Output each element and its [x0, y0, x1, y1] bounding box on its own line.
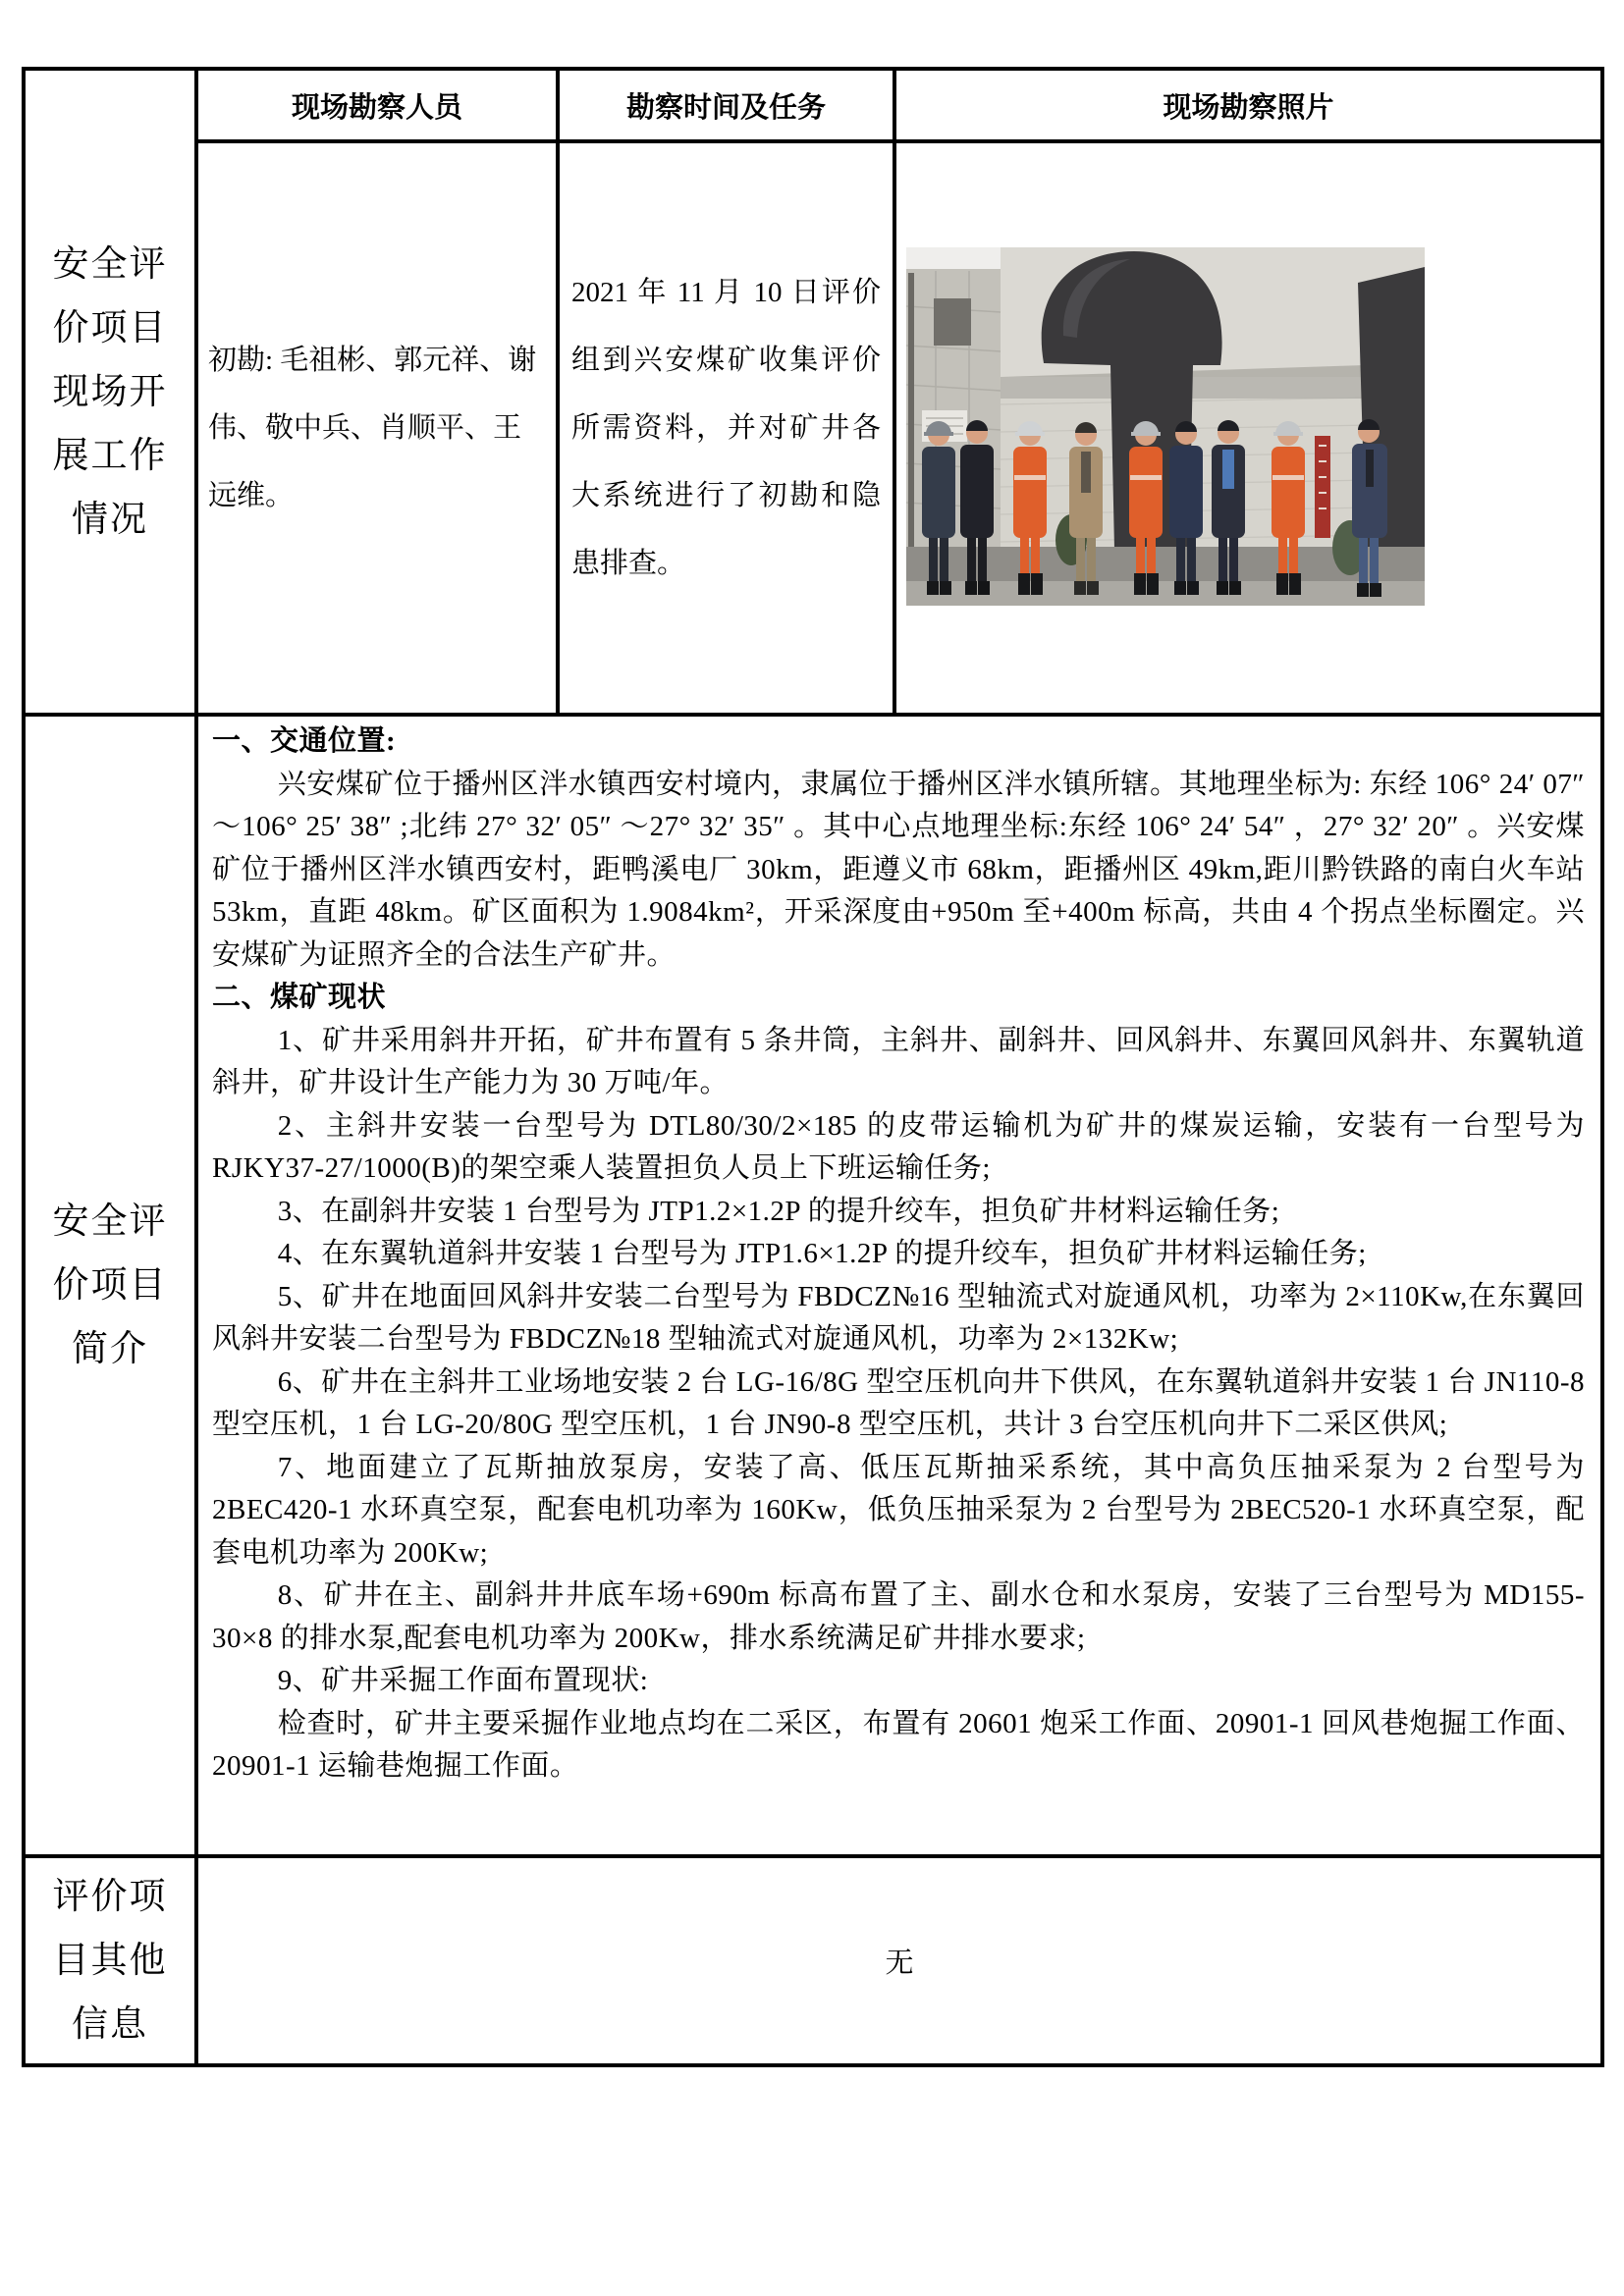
photo-cell: [893, 143, 1600, 713]
other-info-text: 无: [885, 1948, 914, 1979]
section-intro: [26, 713, 1600, 1854]
section-intro-label-cell: [26, 717, 198, 1854]
time-task-text: 2021 年 11 月 10 日评价组到兴安煤矿收集评价所需资料，并对矿井各大系统进行了初勘和隐患排查。: [571, 276, 881, 579]
intro-item-1: 1、矿井采用斜井开拓，矿井布置有 5 条井筒，主斜井、副斜井、回风斜井、东翼回风斜井、东翼轨道斜井，矿井设计生产能力为 30 万吨/年。: [212, 1024, 1585, 1098]
section-survey-body: [198, 71, 1600, 713]
intro-item-7: 7、地面建立了瓦斯抽放泵房，安装了高、低压瓦斯抽采系统，其中高负压抽采泵为 2 台型号为 2BEC420-1 水环真空泵，配套电机功率为 160Kw，低负压抽采泵为 2 台型号为 2BEC520-1 水环真空泵，配套电机功率为 200Kw;: [212, 1451, 1585, 1569]
section-other-label: 评价项目其他信息: [52, 1877, 168, 2045]
survey-header-row: [198, 71, 1600, 143]
site-survey-photo: [906, 247, 1425, 606]
intro-heading-location: 一、交通位置:: [212, 725, 397, 757]
time-task-cell: [556, 143, 893, 713]
drainpipe: [908, 273, 914, 548]
section-other: [26, 1854, 1600, 2063]
red-name-plaque: [1315, 436, 1330, 538]
intro-item-2: 2、主斜井安装一台型号为 DTL80/30/2×185 的皮带运输机为矿井的煤炭运输，安装有一台型号为 RJKY37-27/1000(B)的架空乘人装置担负人员上下班运输任务;: [212, 1109, 1585, 1184]
section-other-label-cell: [26, 1858, 198, 2063]
header-surveyors: 现场勘察人员: [291, 91, 462, 124]
section-intro-label: 安全评价项目简介: [52, 1201, 168, 1369]
intro-item-6: 6、矿井在主斜井工业场地安装 2 台 LG-16/8G 型空压机向井下供风，在东翼轨道斜井安装 1 台 JN110-8 型空压机，1 台 LG-20/80G 型空压机，1 台 JN90-8 型空压机，共计 3 台空压机向井下二采区供风;: [212, 1365, 1585, 1440]
intro-item-5: 5、矿井在地面回风斜井安装二台型号为 FBDCZ№16 型轴流式对旋通风机，功率为 2×110Kw,在东翼回风斜井安装二台型号为 FBDCZ№18 型轴流式对旋通风机，功率为 2×132Kw;: [212, 1280, 1585, 1355]
intro-item-8: 8、矿井在主、副斜井井底车场+690m 标高布置了主、副水仓和水泵房，安装了三台型号为 MD155-30×8 的排水泵,配套电机功率为 200Kw，排水系统满足矿井排水要求;: [212, 1579, 1585, 1654]
intro-heading-status: 二、煤矿现状: [212, 982, 387, 1013]
header-time-task: 勘察时间及任务: [556, 71, 893, 139]
intro-content-cell: [198, 717, 1600, 1854]
intro-item-3: 3、在副斜井安装 1 台型号为 JTP1.2×1.2P 的提升绞车，担负矿井材料运输任务;: [277, 1195, 1280, 1227]
intro-closing: 检查时，矿井主要采掘作业地点均在二采区，布置有 20601 炮采工作面、20901-1 回风巷炮掘工作面、20901-1 运输巷炮掘工作面。: [212, 1707, 1585, 1782]
other-info-cell: [198, 1858, 1600, 2063]
section-survey-label: 安全评价项目现场开展工作情况: [52, 243, 168, 540]
intro-item-9: 9、矿井采掘工作面布置现状:: [277, 1665, 649, 1696]
surveyors-cell: [198, 143, 556, 713]
section-survey-label-cell: [26, 71, 198, 713]
surveyors-text: 初勘: 毛祖彬、郭元祥、谢伟、敬中兵、肖顺平、王远维。: [208, 344, 537, 511]
header-photos: 现场勘察照片: [893, 71, 1600, 139]
intro-item-4: 4、在东翼轨道斜井安装 1 台型号为 JTP1.6×1.2P 的提升绞车，担负矿井材料运输任务;: [277, 1238, 1367, 1269]
survey-content-row: [198, 143, 1600, 713]
intro-para-location: 兴安煤矿位于播州区泮水镇西安村境内，隶属位于播州区泮水镇所辖。其地理坐标为: 东经 106° 24′ 07″ ～106° 25′ 38″ ;北纬 27° 32′ 05″ ～27° 32′ 35″ 。其中心点地理坐标:东经 106° 24′ 54″ ，27° 32′ 20″ 。兴安煤矿位于播州区泮水镇西安村，距鸭溪电厂 30km，距遵义市 68km，距播州区 49km,距川黔铁路的南白火车站 53km，直距 48km。矿区面积为 1.9084km²，开采深度由+950m 至+400m 标高，共由 4 个拐点坐标圈定。兴安煤矿为证照齐全的合法生产矿井。: [212, 768, 1585, 971]
section-survey: [26, 71, 1600, 713]
evaluation-table: [22, 67, 1604, 2067]
